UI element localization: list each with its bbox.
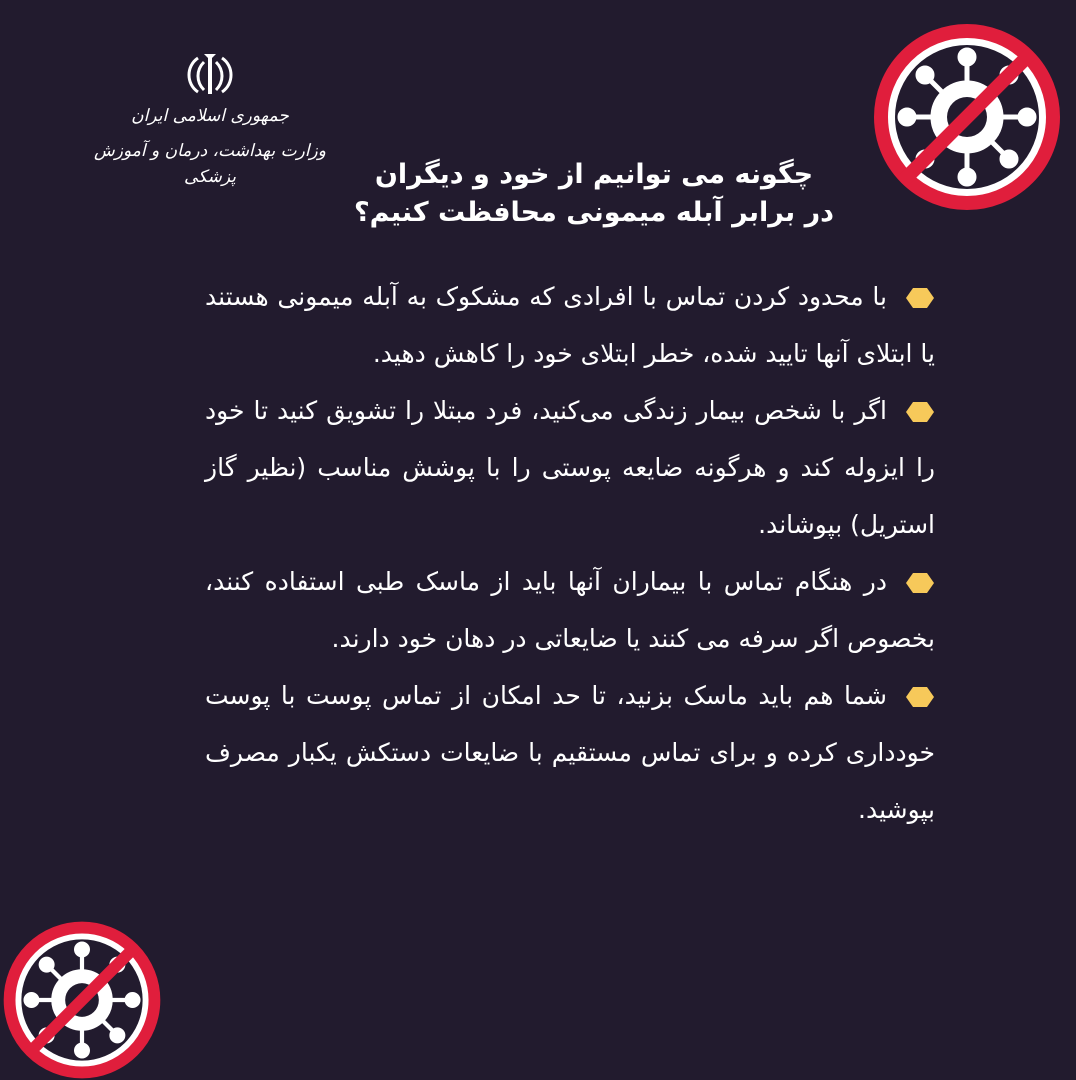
title-line-1: چگونه می توانیم از خود و دیگران [374, 159, 814, 190]
list-item-text: در هنگام تماس با بیماران آنها باید از ماسک طبی استفاده کنند، بخصوص اگر سرفه می کنند یا ضایعاتی در دهان خود دارند. [205, 567, 935, 653]
hexagon-bullet-icon [905, 287, 935, 309]
page-title [330, 156, 858, 232]
list-item [205, 382, 935, 553]
hexagon-bullet-icon [905, 572, 935, 594]
no-virus-icon [2, 920, 162, 1080]
list-item [205, 667, 935, 838]
hexagon-bullet-icon [905, 401, 935, 423]
title-line-2: در برابر آبله میمونی محافظت کنیم؟ [354, 197, 834, 228]
ministry-logo [80, 52, 340, 190]
list-item-text: شما هم باید ماسک بزنید، تا حد امکان از تماس پوست با پوست خودداری کرده و برای تماس مستقیم با ضایعات دستکش یکبار مصرف بپوشید. [205, 681, 935, 824]
hexagon-bullet-icon [905, 686, 935, 708]
no-virus-icon [872, 22, 1062, 212]
iran-emblem-icon [184, 52, 236, 98]
list-item-text: با محدود کردن تماس با افرادی که مشکوک به آبله میمونی هستند یا ابتلای آنها تایید شده، خطر ابتلای خود را کاهش دهید. [205, 282, 935, 368]
advice-list [205, 268, 935, 838]
ministry-name: وزارت بهداشت، درمان و آموزش پزشکی [94, 141, 326, 187]
list-item-text: اگر با شخص بیمار زندگی می‌کنید، فرد مبتلا را تشویق کنید تا خود را ایزوله کند و هرگونه ضایعه پوستی را با پوشش مناسب (نظیر گاز استریل) بپوشاند. [205, 396, 935, 539]
list-item [205, 553, 935, 667]
country-name: جمهوری اسلامی ایران [131, 106, 289, 126]
list-item [205, 268, 935, 382]
